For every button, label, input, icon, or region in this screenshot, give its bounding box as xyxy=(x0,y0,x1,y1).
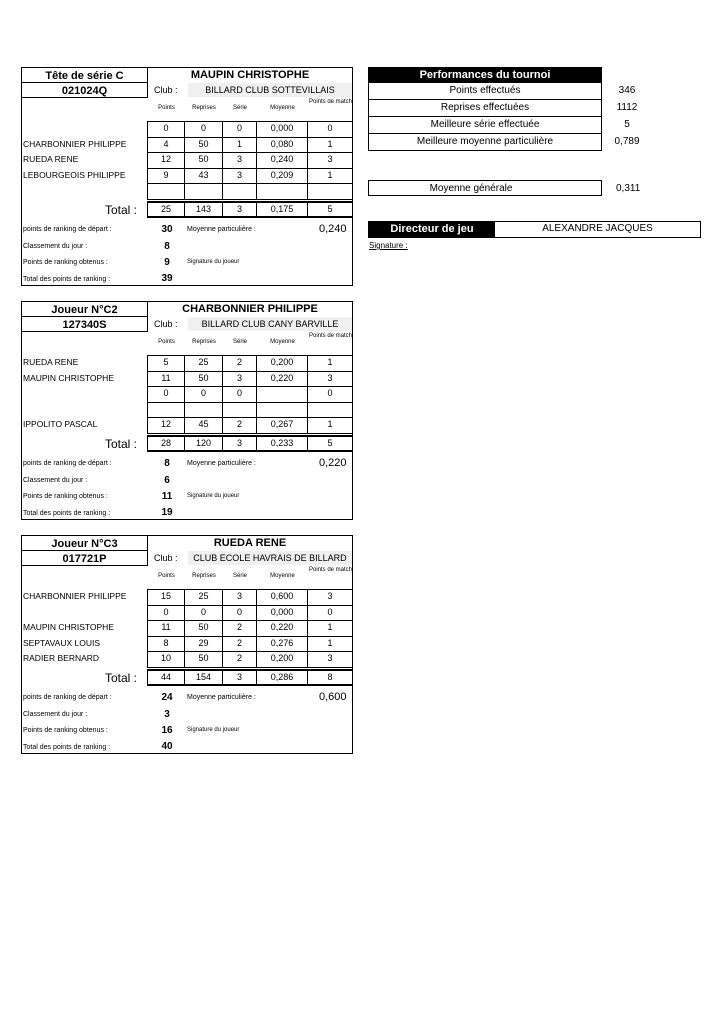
match-cell: 3 xyxy=(222,152,257,169)
general-average-label: Moyenne générale xyxy=(429,183,513,194)
player-card xyxy=(21,301,353,520)
column-header: Moyenne xyxy=(270,105,295,111)
performance-row xyxy=(368,100,602,117)
average-value: 0,600 xyxy=(319,691,347,703)
match-cell: 0,209 xyxy=(256,168,308,185)
match-cell: 1 xyxy=(307,636,353,653)
match-cell: 5 xyxy=(147,355,185,372)
performance-row xyxy=(368,117,602,134)
match-cell: 4 xyxy=(147,137,185,154)
match-cell xyxy=(184,402,223,419)
general-average-value: 0,311 xyxy=(616,183,641,194)
match-cell: 2 xyxy=(222,355,257,372)
ranking-total-value: 19 xyxy=(161,507,173,518)
match-cell: 9 xyxy=(147,168,185,185)
match-cell: 1 xyxy=(307,168,353,185)
ranking-total-label: Total des points de ranking : xyxy=(23,276,111,283)
match-cell: 3 xyxy=(307,651,353,668)
club-name: CLUB ECOLE HAVRAIS DE BILLARD xyxy=(188,551,352,565)
match-cell: 1 xyxy=(307,620,353,637)
average-value: 0,220 xyxy=(319,457,347,469)
average-label: Moyenne particulière : xyxy=(187,694,256,701)
total-cell: 143 xyxy=(184,201,223,218)
match-cell: 0 xyxy=(147,121,185,138)
club-name: BILLARD CLUB SOTTEVILLAIS xyxy=(188,83,352,97)
column-header: Points xyxy=(158,573,175,579)
match-cell: 1 xyxy=(307,417,353,434)
average-label: Moyenne particulière : xyxy=(187,460,256,467)
column-header: Reprises xyxy=(192,339,216,345)
match-cell: 3 xyxy=(307,371,353,388)
match-cell: 50 xyxy=(184,137,223,154)
total-cell: 5 xyxy=(307,435,353,452)
match-cell: 0,200 xyxy=(256,651,308,668)
ranking-start-value: 24 xyxy=(161,692,173,703)
player-license: 021024Q xyxy=(21,82,148,98)
director-name: ALEXANDRE JACQUES xyxy=(542,223,653,234)
match-cell: 0 xyxy=(307,121,353,138)
rank-day-label: Classement du jour : xyxy=(23,477,88,484)
match-cell: 3 xyxy=(307,152,353,169)
total-cell: 8 xyxy=(307,669,353,686)
opponent-name: MAUPIN CHRISTOPHE xyxy=(23,622,114,632)
player-header-label: Tête de série C xyxy=(21,67,148,83)
rank-day-value: 8 xyxy=(164,241,170,252)
match-cell: 3 xyxy=(222,589,257,606)
column-header: Moyenne xyxy=(270,573,295,579)
match-cell: 0,200 xyxy=(256,355,308,372)
performance-label: Reprises effectuées xyxy=(440,102,530,113)
match-cell: 2 xyxy=(222,636,257,653)
performance-value: 5 xyxy=(624,119,630,130)
performance-value: 346 xyxy=(618,85,636,96)
opponent-name: MAUPIN CHRISTOPHE xyxy=(23,372,114,383)
match-cell: 2 xyxy=(222,651,257,668)
ranking-start-value: 8 xyxy=(164,458,170,469)
rank-day-label: Classement du jour : xyxy=(23,243,88,250)
total-cell: 25 xyxy=(147,201,185,218)
player-card xyxy=(21,535,353,754)
total-label: Total : xyxy=(104,671,137,685)
match-cell: 50 xyxy=(184,371,223,388)
match-cell: 11 xyxy=(147,371,185,388)
ranking-obtained-label: Points de ranking obtenus : xyxy=(23,259,108,266)
ranking-obtained-value: 16 xyxy=(161,725,173,736)
ranking-total-label: Total des points de ranking : xyxy=(23,510,111,517)
player-license: 127340S xyxy=(21,316,148,332)
match-cell: 0 xyxy=(184,121,223,138)
total-cell: 0,175 xyxy=(256,201,308,218)
match-cell: 2 xyxy=(222,620,257,637)
ranking-total-value: 40 xyxy=(161,741,173,752)
ranking-total-label: Total des points de ranking : xyxy=(23,744,111,751)
column-header: Reprises xyxy=(192,573,216,579)
match-cell: 0 xyxy=(184,386,223,403)
opponent-name: RUEDA RENE xyxy=(23,357,79,367)
match-cell: 0,600 xyxy=(256,589,308,606)
match-cell: 43 xyxy=(184,168,223,185)
column-header: Points xyxy=(158,105,175,111)
column-header: Série xyxy=(232,105,247,111)
performance-label: Meilleure moyenne particulière xyxy=(416,136,554,147)
column-header: Points de match xyxy=(308,99,353,105)
match-cell: 2 xyxy=(222,417,257,434)
player-name: RUEDA RENE xyxy=(213,537,287,549)
performance-value: 0,789 xyxy=(614,136,640,147)
performance-row xyxy=(368,134,602,151)
ranking-start-label: points de ranking de départ : xyxy=(23,226,112,233)
match-cell: 15 xyxy=(147,589,185,606)
match-cell xyxy=(147,183,185,200)
match-cell: 12 xyxy=(147,417,185,434)
rank-day-label: Classement du jour : xyxy=(23,711,88,718)
match-cell xyxy=(222,402,257,419)
match-cell xyxy=(222,183,257,200)
total-label: Total : xyxy=(104,203,137,217)
column-header: Série xyxy=(232,573,247,579)
ranking-obtained-value: 11 xyxy=(161,491,173,502)
match-cell: 50 xyxy=(184,651,223,668)
total-cell: 120 xyxy=(184,435,223,452)
match-cell: 11 xyxy=(147,620,185,637)
opponent-name: CHARBONNIER PHILIPPE xyxy=(23,138,127,149)
match-cell: 29 xyxy=(184,636,223,653)
player-name: MAUPIN CHRISTOPHE xyxy=(190,69,310,81)
match-cell: 0,240 xyxy=(256,152,308,169)
club-label: Club : xyxy=(154,85,178,95)
match-cell: 25 xyxy=(184,589,223,606)
player-header-label: Joueur N°C2 xyxy=(21,301,148,317)
player-header-label: Joueur N°C3 xyxy=(21,535,148,551)
total-cell: 154 xyxy=(184,669,223,686)
ranking-obtained-value: 9 xyxy=(164,257,170,268)
ranking-start-value: 30 xyxy=(161,224,173,235)
match-cell: 0 xyxy=(307,605,353,622)
director-label: Directeur de jeu xyxy=(369,222,495,237)
average-label: Moyenne particulière : xyxy=(187,226,256,233)
match-cell: 0,000 xyxy=(256,605,308,622)
match-cell xyxy=(256,386,308,403)
match-cell: 0 xyxy=(147,386,185,403)
opponent-name: IPPOLITO PASCAL xyxy=(23,419,98,429)
column-header: Points xyxy=(158,339,175,345)
match-cell: 10 xyxy=(147,651,185,668)
match-cell: 0,267 xyxy=(256,417,308,434)
performance-label: Meilleure série effectuée xyxy=(430,119,540,130)
match-cell: 0 xyxy=(307,386,353,403)
column-header: Reprises xyxy=(192,105,216,111)
match-cell: 0 xyxy=(222,121,257,138)
ranking-total-value: 39 xyxy=(161,273,173,284)
match-cell: 3 xyxy=(307,589,353,606)
match-cell xyxy=(184,183,223,200)
match-cell: 0,220 xyxy=(256,371,308,388)
match-cell: 0,220 xyxy=(256,620,308,637)
signature-label: Signature du joueur xyxy=(187,259,240,265)
performance-value: 1112 xyxy=(616,102,638,113)
match-cell: 0,276 xyxy=(256,636,308,653)
signature-label: Signature du joueur xyxy=(187,493,240,499)
match-cell: 50 xyxy=(184,620,223,637)
total-cell: 28 xyxy=(147,435,185,452)
signature-label: Signature du joueur xyxy=(187,727,240,733)
total-cell: 0,286 xyxy=(256,669,308,686)
player-card xyxy=(21,67,353,286)
total-label: Total : xyxy=(104,437,137,451)
club-label: Club : xyxy=(154,553,178,563)
club-name: BILLARD CLUB CANY BARVILLE xyxy=(188,317,352,331)
total-cell: 3 xyxy=(222,201,257,218)
match-cell: 0 xyxy=(184,605,223,622)
match-cell: 8 xyxy=(147,636,185,653)
column-header: Moyenne xyxy=(270,339,295,345)
match-cell: 0 xyxy=(222,386,257,403)
match-cell: 3 xyxy=(222,168,257,185)
total-cell: 0,233 xyxy=(256,435,308,452)
match-cell: 1 xyxy=(307,137,353,154)
match-cell: 1 xyxy=(307,355,353,372)
performances-title: Performances du tournoi xyxy=(368,67,602,83)
ranking-obtained-label: Points de ranking obtenus : xyxy=(23,727,108,734)
match-cell: 50 xyxy=(184,152,223,169)
match-cell: 1 xyxy=(222,137,257,154)
column-header: Points de match xyxy=(308,567,353,573)
ranking-start-label: points de ranking de départ : xyxy=(23,460,112,467)
opponent-name: CHARBONNIER PHILIPPE xyxy=(23,591,127,601)
match-cell: 12 xyxy=(147,152,185,169)
average-value: 0,240 xyxy=(319,223,347,235)
match-cell xyxy=(147,402,185,419)
rank-day-value: 6 xyxy=(164,475,170,486)
opponent-name: SEPTAVAUX LOUIS xyxy=(23,637,100,648)
player-license: 017721P xyxy=(21,550,148,566)
opponent-name: RADIER BERNARD xyxy=(23,653,100,663)
column-header: Points de match xyxy=(308,333,353,339)
opponent-name: LEBOURGEOIS PHILIPPE xyxy=(23,169,126,180)
total-cell: 44 xyxy=(147,669,185,686)
match-cell: 0,000 xyxy=(256,121,308,138)
match-cell xyxy=(256,402,308,419)
player-name: CHARBONNIER PHILIPPE xyxy=(182,303,318,315)
director-signature-label: Signature : xyxy=(369,241,408,250)
ranking-start-label: points de ranking de départ : xyxy=(23,694,112,701)
performance-label: Points effectués xyxy=(449,85,521,96)
match-cell xyxy=(307,183,353,200)
total-cell: 3 xyxy=(222,669,257,686)
ranking-obtained-label: Points de ranking obtenus : xyxy=(23,493,108,500)
match-cell: 45 xyxy=(184,417,223,434)
match-cell: 25 xyxy=(184,355,223,372)
match-cell xyxy=(307,402,353,419)
match-cell: 0,080 xyxy=(256,137,308,154)
total-cell: 5 xyxy=(307,201,353,218)
total-cell: 3 xyxy=(222,435,257,452)
club-label: Club : xyxy=(154,319,178,329)
rank-day-value: 3 xyxy=(164,709,170,720)
match-cell: 0 xyxy=(147,605,185,622)
general-average-row xyxy=(368,180,602,196)
opponent-name: RUEDA RENE xyxy=(23,154,79,164)
match-cell: 3 xyxy=(222,371,257,388)
match-cell: 0 xyxy=(222,605,257,622)
performance-row xyxy=(368,83,602,100)
match-cell xyxy=(256,183,308,200)
column-header: Série xyxy=(232,339,247,345)
